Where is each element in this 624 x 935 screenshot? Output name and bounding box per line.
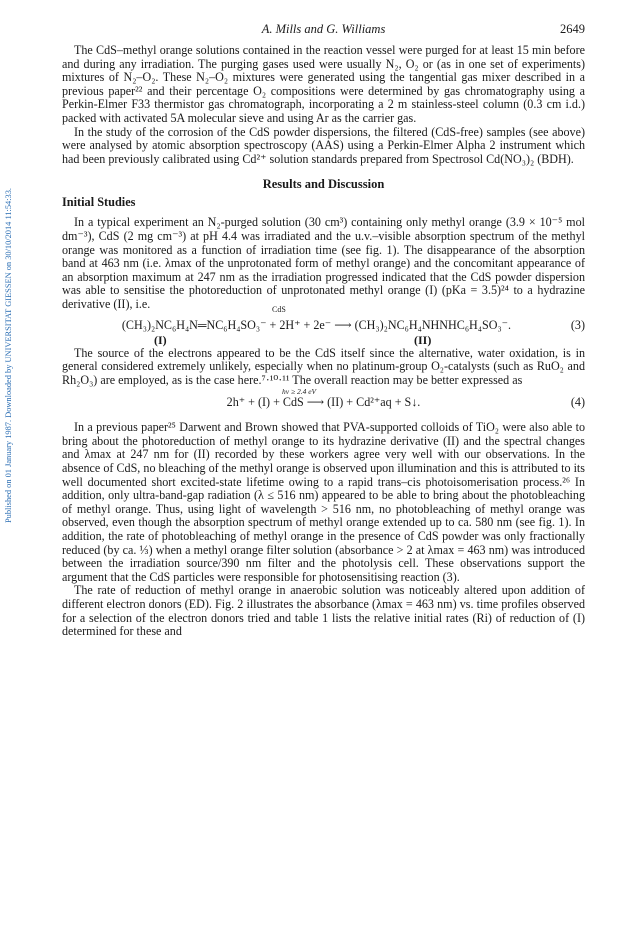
equation-3-over-arrow: CdS [272,304,286,314]
running-title: A. Mills and G. Williams [261,22,386,36]
equation-3-number: (3) [570,317,585,332]
paragraph-darwent-brown: In a previous paper²⁵ Darwent and Brown showed that PVA-supported colloids of TiO₂ were also able to bring about the photoreduction of methyl orange to its hydrazine derivative (II) and the spectral changes and λmax at 247 nm for (II) recorded by these workers agree very well with our observations. In the absence of CdS, no bleaching of the methyl orange is observed upon illumination and this is attributed to its well documented short excited-state lifetime owing to a rapid trans–cis photoisomerisation process.²⁶ In addition, only ultra-band-gap radiation (λ ≤ 516 nm) appeared to be able to bring about the photobleaching of methyl orange. Thus, using light of wavelength > 516 nm, no photobleaching of methyl orange was observed, even though the absorption spectrum of methyl orange extended up to ca. 580 nm (see fig. 1). In addition, the rate of photobleaching of methyl orange in the presence of CdS powder was only fractionally reduced (by ca. ⅓) when a methyl orange filter solution (absorbance > 2 at λmax = 463 nm) was introduced between the irradiation source/390 nm filter and the photolysis cell. These observations support the argument that the CdS particles were responsible for photosensitising reaction (3). [62,420,585,584]
paragraph-electron-donors: The rate of reduction of methyl orange in anaerobic solution was noticeably altered upon addition of different electron donors (ED). Fig. 2 illustrates the absorbance (λmax = 463 nm) vs. time profiles observed for a selection of the electron donors tried and table 1 lists the relative initial rates (Ri) of reduction of (I) determined for these and [62,583,585,639]
paragraph-initial-studies: In a typical experiment an N₂-purged solution (30 cm³) containing only methyl orange (3.9 × 10⁻⁵ mol dm⁻³), CdS (2 mg cm⁻³) at pH 4.4 was irradiated and the u.v.–visible absorption spectrum of the methyl orange was monitored as a function of irradiation time (see fig. 1). The disappearance of the absorption band at 463 nm (i.e. λmax of the unprotonated form of methyl orange) and the concomitant appearance of an absorption maximum at 247 nm as the irradiation progressed indicated that the CdS powder dispersion was able to sensitise the photoreduction of unprotonated methyl orange (I) (pKa = 3.5)²⁴ to a hydrazine derivative (II), i.e. [62,215,585,311]
paragraph-purging: The CdS–methyl orange solutions contained in the reaction vessel were purged for at least 15 min before and during any irradiation. The purging gases used were usually N₂, O₂ or (as in one set of experiments) mixtures of N₂–O₂. These N₂–O₂ mixtures were generated using the tangential gas mixer described in a previous paper²² and their percentage O₂ compositions were determined by gas chromatography using a Perkin-Elmer F33 thermistor gas chromatograph, incorporating a 2 m stainless-steel column (0.3 cm i.d.) packed with activated 5A molecular sieve and using Ar as the carrier gas. [62,43,585,125]
page-header [62,22,585,38]
equation-4-over-arrow: hν ≥ 2.4 eV [282,387,317,397]
equation-3 [62,318,585,333]
equation-4 [62,387,585,413]
paper-page [62,22,585,639]
equation-4-number: (4) [570,395,585,410]
compound-label-II: (II) [414,332,432,347]
equation-4-expression: 2h⁺ + (I) + CdS ⟶ (II) + Cd²⁺aq + S↓. [226,395,421,410]
paragraph-corrosion: In the study of the corrosion of the CdS powder dispersions, the filtered (CdS-free) samples (see above) were analysed by atomic absorption spectroscopy (AAS) using a Perkin-Elmer Alpha 2 instrument which had been previously calibrated using Cd²⁺ solution standards prepared from Spectrosol Cd(NO₃)₂ (BDH). [62,124,585,166]
equation-3-expression: (CH₃)₂NC₆H₄N═NC₆H₄SO₃⁻ + 2H⁺ + 2e⁻ ⟶ (CH₃)₂NC₆H₄NHNHC₆H₄SO₃⁻. [121,317,512,332]
subsection-title: Initial Studies [62,195,136,210]
compound-label-I: (I) [154,332,167,347]
page-number: 2649 [560,22,585,36]
paragraph-electron-source: The source of the electrons appeared to be the CdS itself since the alternative, water oxidation, is in general considered extremely unlikely, especially when no platinum-group O₂-catalysts (such as RuO₂ and Rh₂O₃) are employed, as is the case here.⁷·¹⁰·¹¹ The overall reaction may be better expressed as [62,345,585,387]
section-title: Results and Discussion [262,177,385,192]
download-provenance-note: Published on 01 January 1987. Downloaded by UNIVERSITAT GIESSEN on 30/10/2014 11:54:33. [4,187,13,523]
